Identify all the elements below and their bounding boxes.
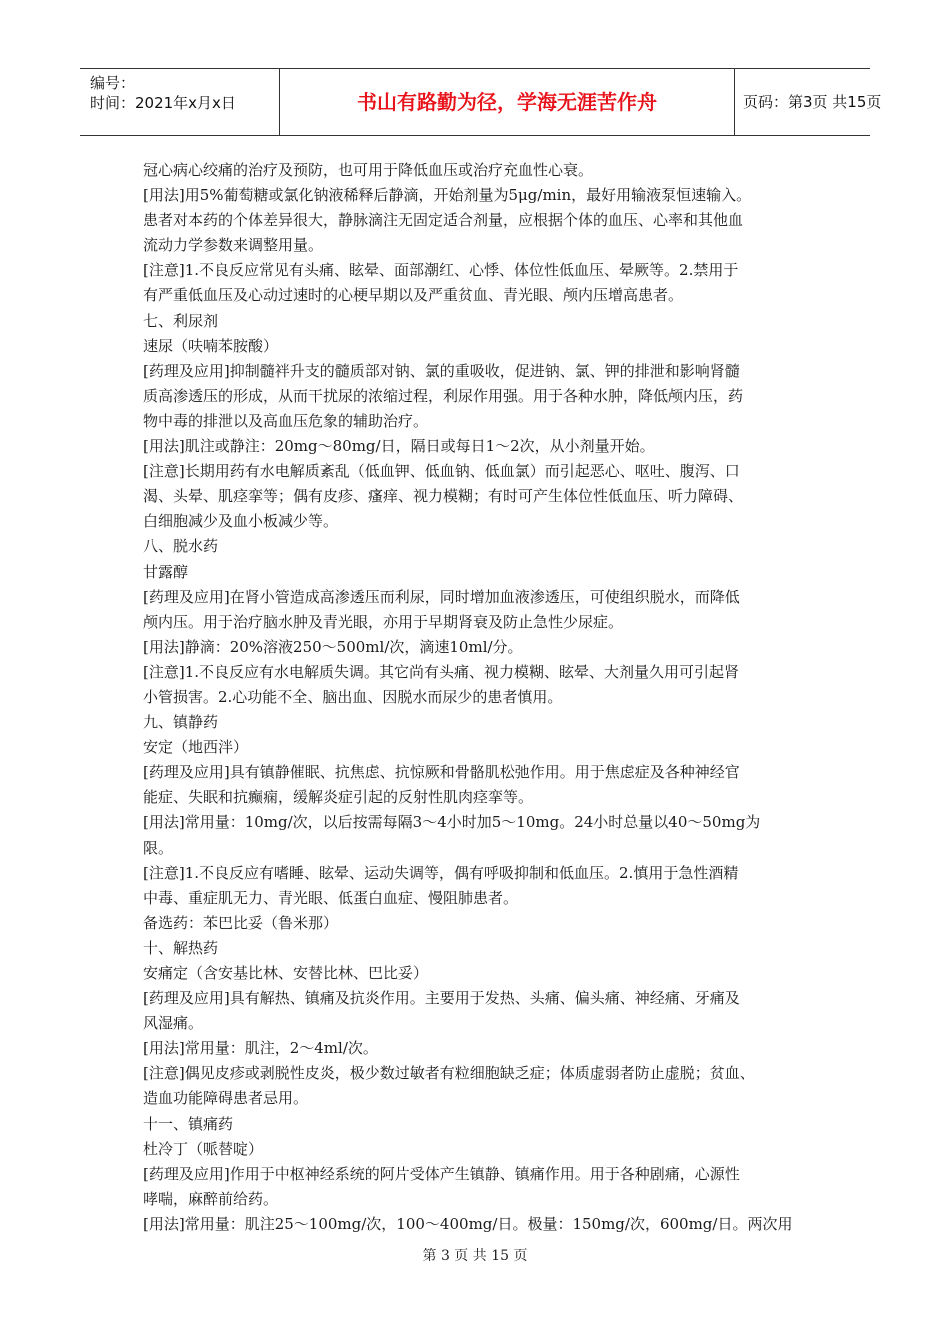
text-line: 小管损害。2.心功能不全、脑出血、因脱水而尿少的患者慎用。	[143, 687, 563, 706]
text-line: [用法]肌注或静注：20mg～80mg/日，隔日或每日1～2次，从小剂量开始。	[143, 437, 655, 456]
text-line: 质高渗透压的形成，从而干扰尿的浓缩过程，利尿作用强。用于各种水肿，降低颅内压，药	[143, 386, 744, 405]
text-line: 颅内压。用于治疗脑水肿及青光眼，亦用于早期肾衰及防止急性少尿症。	[143, 612, 624, 631]
text-line: 风湿痛。	[143, 1014, 204, 1033]
text-line: [药理及应用]作用于中枢神经系统的阿片受体产生镇静、镇痛作用。用于各种剧痛，心源性	[143, 1164, 740, 1183]
document-number-label: 编号：	[90, 74, 136, 92]
text-line: 哮喘，麻醉前给药。	[143, 1189, 279, 1208]
text-line: 安定（地西泮）	[143, 738, 249, 757]
text-line: [注意]1.不良反应有嗜睡、眩晕、运动失调等，偶有呼吸抑制和低血压。2.慎用于急性酒精	[143, 863, 739, 882]
text-line: [用法]用5%葡萄糖或氯化钠液稀释后静滴，开始剂量为5μg/min，最好用输液泵恒速输入。	[143, 186, 752, 205]
text-line: 限。	[143, 838, 174, 857]
text-line: [注意]1.不良反应有水电解质失调。其它尚有头痛、视力模糊、眩晕、大剂量久用可引起肾	[143, 662, 740, 681]
text-line: 十、解热药	[143, 938, 219, 957]
page-footer: 第 3 页 共 15 页	[422, 1248, 528, 1264]
text-line: 备选药：苯巴比妥（鲁米那）	[143, 913, 339, 932]
text-line: 十一、镇痛药	[143, 1114, 234, 1133]
text-line: [用法]常用量：肌注，2～4ml/次。	[143, 1039, 378, 1058]
text-line: 九、镇静药	[143, 713, 219, 732]
text-line: [药理及应用]具有镇静催眠、抗焦虑、抗惊厥和骨骼肌松弛作用。用于焦虑症及各种神经官	[143, 763, 740, 782]
text-line: 七、利尿剂	[143, 311, 219, 330]
page-header	[80, 68, 882, 136]
document-date-label: 时间：2021年x月x日	[90, 94, 236, 112]
text-line: [药理及应用]具有解热、镇痛及抗炎作用。主要用于发热、头痛、偏头痛、神经痛、牙痛及	[143, 989, 740, 1008]
text-line: 能症、失眠和抗癫痫，缓解炎症引起的反射性肌肉痉挛等。	[143, 788, 534, 807]
text-line: 有严重低血压及心动过速时的心梗早期以及严重贫血、青光眼、颅内压增高患者。	[143, 286, 684, 305]
text-line: [用法]常用量：肌注25～100mg/次，100～400mg/日。极量：150mg/次，600mg/日。两次用	[143, 1214, 793, 1233]
text-line: 速尿（呋喃苯胺酸）	[143, 336, 279, 355]
text-line: 八、脱水药	[143, 537, 219, 556]
header-meta	[80, 69, 280, 135]
text-line: 冠心病心绞痛的治疗及预防，也可用于降低血压或治疗充血性心衰。	[143, 161, 594, 179]
text-line: 安痛定（含安基比林、安替比林、巴比妥）	[143, 964, 429, 982]
text-line: 白细胞减少及血小板减少等。	[143, 512, 339, 531]
document-body	[143, 158, 823, 1237]
text-line: [药理及应用]在肾小管造成高渗透压而利尿，同时增加血液渗透压，可使组织脱水，而降低	[143, 587, 740, 606]
text-line: [用法]静滴：20%溶液250～500ml/次，滴速10ml/分。	[143, 637, 523, 656]
text-line: 杜冷丁（哌替啶）	[143, 1139, 264, 1158]
text-line: 中毒、重症肌无力、青光眼、低蛋白血症、慢阻肺患者。	[143, 888, 519, 907]
text-line: 造血功能障碍患者忌用。	[143, 1089, 309, 1108]
text-line: [注意]长期用药有水电解质紊乱（低血钾、低血钠、低血氯）而引起恶心、呕吐、腹泻、口	[143, 462, 740, 481]
text-line: 渴、头晕、肌痉挛等；偶有皮疹、瘙痒、视力模糊；有时可产生体位性低血压、听力障碍、	[143, 487, 744, 506]
text-line: 流动力学参数来调整用量。	[143, 236, 324, 255]
text-line: [用法]常用量：10mg/次，以后按需每隔3～4小时加5～10mg。24小时总量以40～50mg为	[143, 813, 761, 832]
text-line: [注意]偶见皮疹或剥脱性皮炎，极少数过敏者有粒细胞缺乏症；体质虚弱者防止虚脱；贫血、	[143, 1064, 755, 1083]
text-line: 患者对本药的个体差异很大，静脉滴注无固定适合剂量，应根据个体的血压、心率和其他血	[143, 211, 744, 230]
header-motto: 书山有路勤为径，学海无涯苦作舟	[280, 69, 735, 135]
text-line: 物中毒的排泄以及高血压危象的辅助治疗。	[143, 411, 429, 430]
header-page-info: 页码：第3页 共15页	[743, 93, 882, 111]
text-line: [药理及应用]抑制髓袢升支的髓质部对钠、氯的重吸收，促进钠、氯、钾的排泄和影响肾髓	[143, 361, 740, 380]
text-line: [注意]1.不良反应常见有头痛、眩晕、面部潮红、心悸、体位性低血压、晕厥等。2.禁用于	[143, 261, 739, 280]
text-line: 甘露醇	[143, 562, 189, 581]
